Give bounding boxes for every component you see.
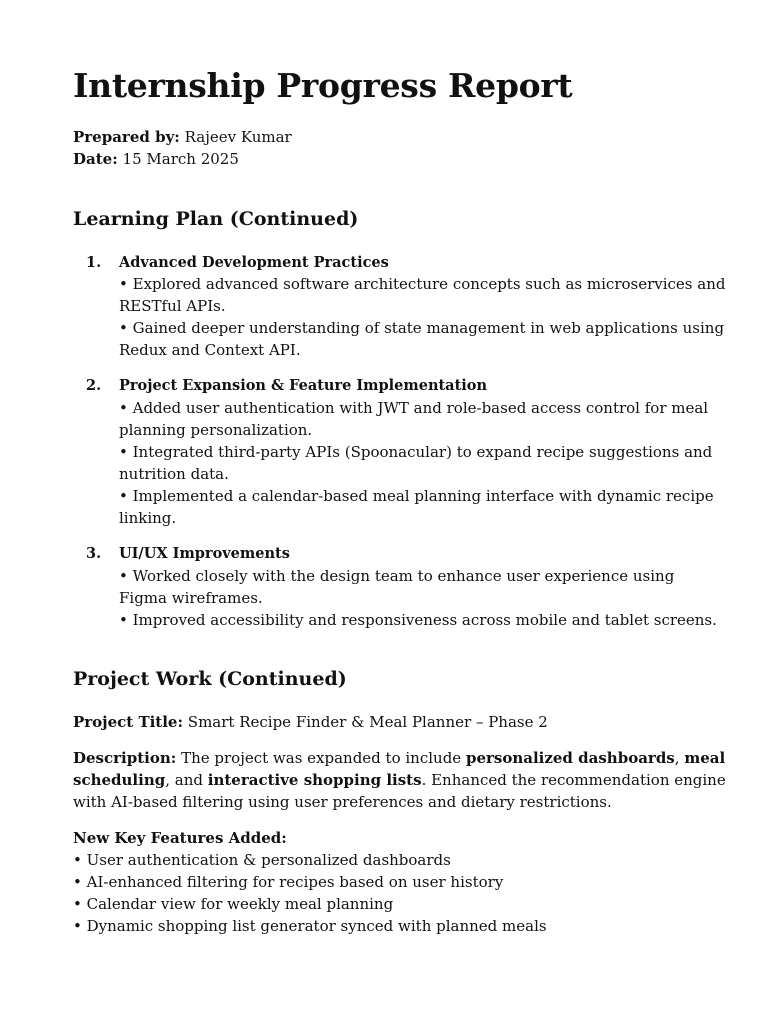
features-heading (73, 829, 287, 847)
learning-plan-heading: Learning Plan (Continued) (73, 208, 359, 230)
feature-item: • Calendar view for weekly meal planning (73, 895, 394, 913)
description-line-2 (73, 771, 726, 789)
list-item-line: linking. (119, 509, 177, 527)
description-label: Description: (73, 749, 177, 767)
list-item-line: nutrition data. (119, 465, 229, 483)
description-bold: personalized dashboards (465, 749, 675, 767)
description-line-3: with AI-based filtering using user preferences and dietary restrictions. (73, 793, 612, 811)
feature-item: • AI-enhanced filtering for recipes based on user history (73, 873, 504, 891)
list-item-title: UI/UX Improvements (119, 545, 290, 562)
list-item-line: • Added user authentication with JWT and role-based access control for meal (119, 399, 709, 417)
project-work-heading: Project Work (Continued) (73, 668, 347, 690)
date-value: 15 March 2025 (122, 150, 239, 168)
list-item-number: 1. (86, 254, 102, 271)
description-line-1 (73, 749, 725, 767)
list-item-title: Advanced Development Practices (119, 254, 389, 271)
list-item-line: RESTful APIs. (119, 297, 226, 315)
project-title-label: Project Title: (73, 713, 184, 731)
list-item-line: • Gained deeper understanding of state management in web applications using (119, 319, 725, 337)
prepared-by-value: Rajeev Kumar (184, 128, 292, 146)
list-item-line: • Implemented a calendar-based meal planning interface with dynamic recipe (119, 487, 714, 505)
description-text: , and (165, 771, 203, 789)
description-bold: meal (684, 749, 726, 767)
date-line (73, 150, 239, 168)
list-item-title: Project Expansion & Feature Implementation (119, 377, 488, 394)
list-item-line: • Integrated third-party APIs (Spoonacular) to expand recipe suggestions and (119, 443, 713, 461)
list-item-number: 3. (86, 545, 102, 562)
list-item-line: • Improved accessibility and responsiveness across mobile and tablet screens. (119, 611, 717, 629)
date-label: Date: (73, 150, 118, 168)
description-bold: interactive shopping lists (207, 771, 422, 789)
list-item-line: Redux and Context API. (119, 341, 301, 359)
features-label: New Key Features Added: (73, 829, 287, 847)
list-item-line: planning personalization. (119, 421, 313, 439)
description-text: . Enhanced the recommendation engine (421, 771, 726, 789)
list-item-line: Figma wireframes. (119, 589, 263, 607)
description-text: The project was expanded to include (181, 749, 462, 767)
list-item-line: • Explored advanced software architecture concepts such as microservices and (119, 275, 726, 293)
project-title-line (73, 713, 548, 731)
description-bold: scheduling (73, 771, 166, 789)
feature-item: • Dynamic shopping list generator synced with planned meals (73, 917, 547, 935)
feature-item: • User authentication & personalized dashboards (73, 851, 451, 869)
list-item-line: • Worked closely with the design team to enhance user experience using (119, 567, 675, 585)
project-title-value: Smart Recipe Finder & Meal Planner – Phase 2 (187, 713, 548, 731)
prepared-by-label: Prepared by: (73, 128, 180, 146)
page-title: Internship Progress Report (73, 66, 573, 105)
list-item-number: 2. (86, 377, 102, 394)
description-text: , (674, 749, 680, 767)
prepared-by-line (73, 128, 292, 146)
